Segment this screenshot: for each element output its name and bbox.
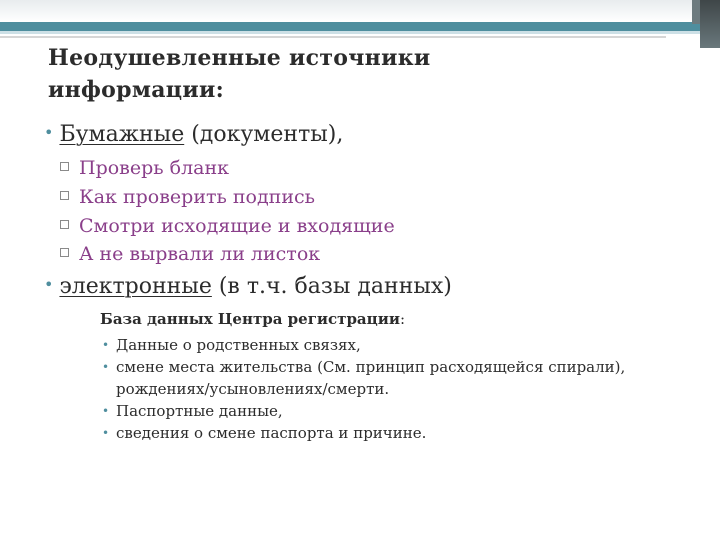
list-item: • Паспортные данные, (102, 402, 283, 420)
bullet-icon: • (102, 404, 110, 418)
list-item: • смене места жительства (См. принцип расходящейся спирали), рождениях/усыновлениях/смерти. (102, 358, 626, 398)
corner-decoration-bar (692, 0, 700, 24)
database-heading: База данных Центра регистрации: (100, 310, 406, 328)
bullet-icon: • (44, 123, 54, 142)
paper-sub-item: Как проверить подпись (60, 186, 315, 208)
square-bullet-icon (60, 162, 69, 171)
slide-title-line1: Неодушевленные источники (48, 45, 431, 71)
bullet-icon: • (102, 426, 110, 440)
square-bullet-icon (60, 220, 69, 229)
square-bullet-icon (60, 191, 69, 200)
electronic-label-rest: (в т.ч. базы данных) (211, 274, 452, 299)
bullet-icon: • (44, 275, 54, 294)
list-item: • сведения о смене паспорта и причине. (102, 424, 427, 442)
corner-decoration (700, 0, 720, 48)
bullet-icon: • (102, 360, 110, 374)
paper-sub-item: А не вырвали ли листок (60, 243, 320, 265)
square-bullet-icon (60, 248, 69, 257)
slide-title (48, 42, 668, 106)
slide-title-line2: информации: (48, 77, 224, 103)
bullet-icon: • (102, 338, 110, 352)
header-rule-light (0, 31, 700, 34)
list-item: • Данные о родственных связях, (102, 336, 361, 354)
paper-label: Бумажные (59, 122, 185, 147)
header-decoration (0, 0, 720, 22)
paper-sub-item: Проверь бланк (60, 157, 229, 179)
header-rule-teal (0, 22, 700, 31)
electronic-label: электронные (59, 274, 212, 299)
bullet-electronic (44, 274, 452, 299)
database-list (100, 334, 680, 444)
bullet-paper (44, 122, 343, 147)
paper-sub-item: Смотри исходящие и входящие (60, 215, 395, 237)
paper-label-rest: (документы), (184, 122, 344, 147)
header-rule-grey (0, 36, 666, 38)
